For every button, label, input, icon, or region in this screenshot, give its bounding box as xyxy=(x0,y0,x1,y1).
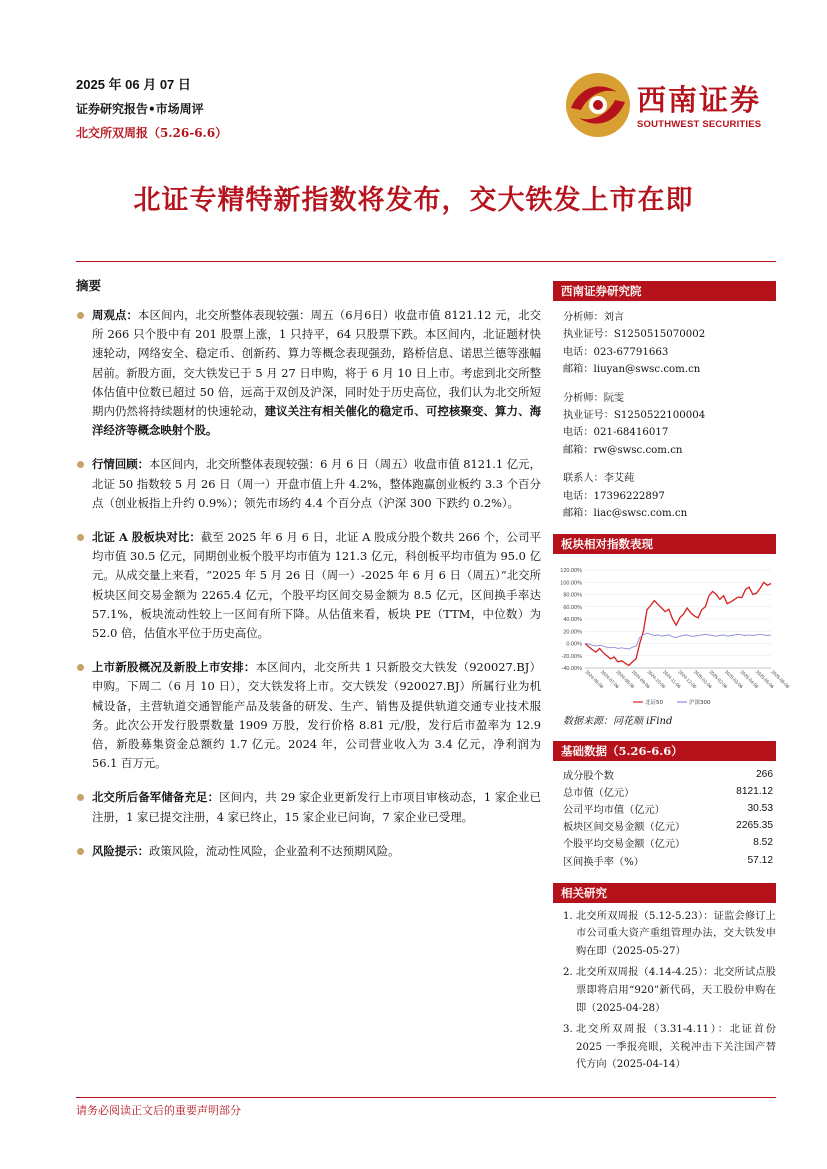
company-logo xyxy=(565,72,770,138)
analyst-info-line: 联系人：李艾莼 xyxy=(563,473,635,485)
sidebar xyxy=(553,281,791,1078)
summary-paragraph xyxy=(76,658,541,773)
summary-heading: 摘要 xyxy=(76,278,102,293)
paragraph-text: 政策风险，流动性风险，企业盈利不达预期风险。 xyxy=(148,843,400,858)
logo-name-cn: 西南证券 xyxy=(637,83,762,117)
report-date: 2025 年 06 月 07 日 xyxy=(76,77,191,92)
summary-paragraph xyxy=(76,788,541,826)
y-tick-label: -40.00% xyxy=(561,666,582,673)
item-number: 2. xyxy=(563,967,573,979)
bullet-icon xyxy=(77,664,84,671)
summary-paragraph xyxy=(76,306,541,440)
paragraph-text: 本区间内，北交所整体表现较强：6 月 6 日（周五）收盘市值 8121.1 亿元，北证 50 指数较 5 月 26 日（周一）开盘市值上升 4.2%，整体跑赢创业板约 3.3 个百分点（创业板指上升约 0.9%）；领先市场约 4.4 个百分点（沪深 300 下跌约 0.2%）。 xyxy=(92,457,541,510)
analyst-info-line: 电话：17396222897 xyxy=(563,490,665,502)
related-report-item[interactable] xyxy=(563,964,776,1017)
basic-data-table xyxy=(563,765,773,868)
item-text: 北交所双周报（5.12-5.23）：证监会修订上市公司重大资产重组管理办法，交大铁发申购在即（2025-05-27） xyxy=(576,910,776,957)
summary-paragraph xyxy=(76,842,541,861)
paragraph-label: 行情回顾： xyxy=(92,457,150,472)
related-report-item[interactable] xyxy=(563,908,776,961)
paragraph-label: 周观点： xyxy=(92,308,139,322)
relative-performance-chart xyxy=(553,560,791,710)
summary-paragraph xyxy=(76,455,541,513)
report-category: 证券研究报告•市场周评 xyxy=(76,102,204,116)
x-tick-label: 2025-05-06 xyxy=(754,669,775,690)
related-report-item[interactable] xyxy=(563,1021,776,1074)
paragraph-text: 区间内，共 29 家企业更新发行上市项目审核动态，1 家企业已注册，1 家已提交注册，4 家已终止，15 家企业已问询，7 家企业已受理。 xyxy=(92,790,541,824)
y-tick-label: 120.00% xyxy=(560,568,582,575)
y-tick-label: 0.00% xyxy=(566,641,582,648)
footer-disclaimer: 请务必阅读正文后的重要声明部分 xyxy=(76,1104,241,1117)
item-number: 3. xyxy=(563,1024,573,1036)
table-row xyxy=(563,765,773,782)
chart-source: 数据来源：同花顺 iFind xyxy=(563,716,673,728)
bullet-icon xyxy=(77,534,84,541)
related-research-list xyxy=(553,908,776,1074)
y-tick-label: -20.00% xyxy=(561,654,582,661)
table-row xyxy=(563,834,773,851)
analyst-info-line: 执业证号：S1250515070002 xyxy=(563,329,706,341)
basic-data-header: 基础数据（5.26-6.6） xyxy=(553,741,776,761)
row-label: 成分股个数 xyxy=(563,770,614,782)
y-tick-label: 100.00% xyxy=(560,580,582,587)
row-value: 30.53 xyxy=(747,802,773,814)
row-label: 板块区间交易金额（亿元） xyxy=(563,822,686,834)
paragraph-label: 风险提示： xyxy=(92,843,149,858)
row-value: 266 xyxy=(756,768,773,780)
related-research-header: 相关研究 xyxy=(553,883,776,903)
paragraph-label: 北交所后备军储备充足： xyxy=(92,790,220,805)
report-header xyxy=(76,73,227,145)
paragraph-text: 本区间内，北交所整体表现较强：周五（6月6日）收盘市值 8121.12 元，北交所 266 只个股中有 201 股票上涨，1 只持平，64 只股票下跌。本区间内，北证题材快速轮动，网络安全、稳定币、创新药、算力等概念表现强劲，路桥信息、诺思兰德等涨幅居前。新股方面，交大铁发已于 5 月 27 日申购，将于 6 月 10 日上市。考虑到北交所整体估值中位数已超过 50 倍，远高于双创及沪深，同时处于历史高位，我们认为北交所短期内仍然将持续题材的快速轮动， xyxy=(92,308,541,419)
row-value: 8121.12 xyxy=(736,785,773,797)
table-row xyxy=(563,783,773,800)
x-tick-label: 2024-07-06 xyxy=(599,669,620,690)
analyst-info-line: 执业证号：S1250522100004 xyxy=(563,410,706,422)
table-row xyxy=(563,800,773,817)
row-label: 总市值（亿元） xyxy=(563,787,635,799)
paragraph-label: 北证 A 股板块对比： xyxy=(92,530,201,545)
analyst-info-line[interactable]: 邮箱：rw@swsc.com.cn xyxy=(563,444,683,456)
footer-divider xyxy=(76,1097,776,1098)
x-tick-label: 2025-01-06 xyxy=(692,669,713,690)
analyst-info-line[interactable]: 邮箱：liuyan@swsc.com.cn xyxy=(563,364,701,376)
x-tick-label: 2025-02-06 xyxy=(708,669,729,690)
bullet-icon xyxy=(77,312,84,319)
x-tick-label: 2024-11-06 xyxy=(661,669,682,690)
chart-svg xyxy=(553,560,791,710)
legend-label: 北证50 xyxy=(645,700,663,707)
table-row xyxy=(563,851,773,868)
x-tick-label: 2025-03-06 xyxy=(723,669,744,690)
analyst-info-line: 电话：023-67791663 xyxy=(563,346,669,358)
item-text: 北交所双周报（3.31-4.11）：北证首份 2025 一季报亮眼，关税冲击下关注国产替代方向（2025-04-14） xyxy=(576,1024,776,1071)
logo-name-en: SOUTHWEST SECURITIES xyxy=(637,119,762,130)
analyst-info-line[interactable]: 邮箱：liac@swsc.com.cn xyxy=(563,508,688,520)
row-value: 8.52 xyxy=(753,837,773,849)
summary-paragraph xyxy=(76,528,541,643)
chart-header: 板块相对指数表现 xyxy=(553,534,776,554)
paragraph-text: 本区间内，北交所共 1 只新股交大铁发（920027.BJ）申购。下周二（6 月 10 日），交大铁发将上市。交大铁发（920027.BJ）所属行业为机械设备，主营轨道交通智能产品及装备的研发、生产、销售及提供轨道交通专业技术服务。此次公开发行股票数量 1909 万股，发行价格 8.81 元/股，发行后市盈率为 12.9 倍，新股募集资金总额约 1.7 亿元。2024 年，公司营业收入为 3.4 亿元，净利润为 56.1 百万元。 xyxy=(92,660,541,771)
logo-emblem-icon xyxy=(565,72,631,138)
y-tick-label: 60.00% xyxy=(563,605,582,612)
series-line-csi300 xyxy=(585,634,771,650)
bullet-icon xyxy=(77,461,84,468)
y-tick-label: 40.00% xyxy=(563,617,582,624)
row-value: 57.12 xyxy=(747,854,773,866)
x-tick-label: 2024-09-06 xyxy=(630,669,651,690)
row-value: 2265.35 xyxy=(736,820,773,832)
item-text: 北交所双周报（4.14-4.25）：北交所试点股票即将启用“920”新代码，天工股份申购在即（2025-04-28） xyxy=(576,967,776,1014)
paragraph-emphasis: 建议关注有相关催化的稳定币、可控核聚变、算力、海洋经济等概念映射个股。 xyxy=(92,404,541,438)
report-series: 北交所双周报（5.26-6.6） xyxy=(76,126,228,140)
row-label: 个股平均交易金额（亿元） xyxy=(563,839,686,851)
row-label: 公司平均市值（亿元） xyxy=(563,804,665,816)
y-tick-label: 20.00% xyxy=(563,629,582,636)
analyst-info-line: 分析师：阮雯 xyxy=(563,392,625,404)
report-title: 北证专精特新指数将发布，交大铁发上市在即 xyxy=(133,185,694,216)
item-number: 1. xyxy=(563,910,573,922)
bullet-icon xyxy=(77,794,84,801)
analyst-info-line: 分析师：刘言 xyxy=(563,312,625,323)
paragraph-text: 截至 2025 年 6 月 6 日，北证 A 股成分股个数共 266 个，公司平均市值 30.5 亿元，同期创业板个股平均市值为 121.3 亿元，科创板平均市值为 95.0 亿元。从成交量上来看，“2025 年 5 月 26 日（周一）-2025 年 6 月 6 日（周五）”北交所板块区间交易金额为 2265.4 亿元，个股平均区间交易金额为 8.5 亿元，区间换手率达 57.1%，板块流动性较上一区间有所下降。从估值来看，板块 PE（TTM，中位数）为 52.0 倍，估值水平位于历史高位。 xyxy=(92,530,541,641)
x-tick-label: 2025-06-06 xyxy=(770,669,791,690)
row-label: 区间换手率（%） xyxy=(563,856,644,868)
institute-header: 西南证券研究院 xyxy=(553,281,776,301)
x-tick-label: 2025-04-06 xyxy=(739,669,760,690)
bullet-icon xyxy=(77,848,84,855)
title-divider xyxy=(76,261,776,262)
x-tick-label: 2024-12-06 xyxy=(677,669,698,690)
table-row xyxy=(563,817,773,834)
x-tick-label: 2024-06-06 xyxy=(584,669,605,690)
analyst-block xyxy=(553,309,776,522)
legend-label: 沪深300 xyxy=(689,700,711,707)
y-tick-label: 80.00% xyxy=(563,592,582,599)
analyst-info-line: 电话：021-68416017 xyxy=(563,427,669,439)
summary-section xyxy=(76,276,541,876)
x-tick-label: 2024-08-06 xyxy=(615,669,636,690)
x-tick-label: 2024-10-06 xyxy=(646,669,667,690)
paragraph-label: 上市新股概况及新股上市安排： xyxy=(92,660,256,675)
